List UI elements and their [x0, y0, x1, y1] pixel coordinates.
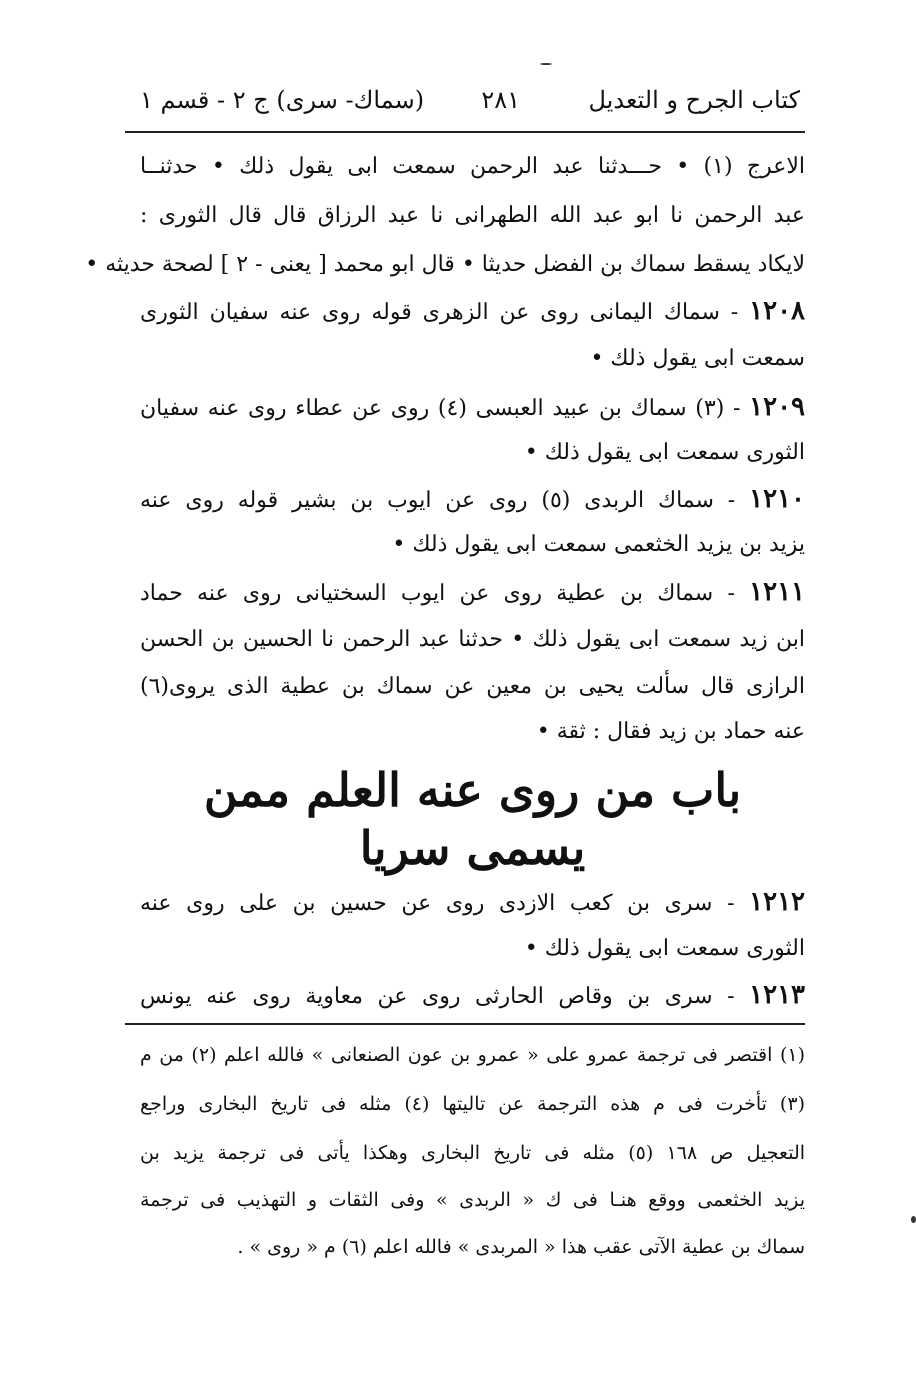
footnote-rule — [125, 1023, 805, 1025]
footnote-line: سماك بن عطية الآتى عقب هذا « المربدى » فالله اعلم (٦) م « روى » . — [237, 1236, 805, 1258]
chapter-title-line-1: باب من روى عنه العلم ممن — [203, 763, 742, 817]
entry-number: ١٢٠٨ — [749, 296, 806, 326]
entry-1208-cont: سمعت ابى يقول ذلك • — [590, 346, 805, 371]
entry-text: - سماك بن عطية روى عن ايوب السختيانى روى عنه حماد — [140, 581, 735, 606]
entry-1211-cont: الرازى قال سألت يحيى بن معين عن سماك بن عطية الذى يروى(٦) — [140, 674, 805, 699]
section-label: (سماك- سرى) ج ٢ - قسم ١ — [140, 86, 425, 114]
running-header — [140, 78, 800, 122]
entry-text: - سماك اليمانى روى عن الزهرى قوله روى عنه سفيان الثورى — [140, 300, 739, 325]
entry-text: - (٣) سماك بن عبيد العبسى (٤) روى عن عطاء روى عنه سفيان — [140, 396, 741, 421]
entry-1211-cont: ابن زيد سمعت ابى يقول ذلك • حدثنا عبد الرحمن نا الحسين بن الحسن — [140, 627, 805, 652]
entry-text: - سماك الربدى (٥) روى عن ايوب بن بشير قوله روى عنه — [140, 488, 736, 513]
footnote-line: التعجيل ص ١٦٨ (٥) مثله فى تاريخ البخارى وهكذا يأتى فى ترجمة يزيد بن — [140, 1142, 806, 1164]
entry-1211-line — [140, 575, 805, 615]
footnote-line: (٣) تأخرت فى م هذه الترجمة عن تاليتها (٤) مثله فى تاريخ البخارى وراجع — [140, 1093, 805, 1115]
entry-1209-cont: الثورى سمعت ابى يقول ذلك • — [524, 440, 805, 465]
entry-number: ١٢٠٩ — [749, 392, 805, 422]
entry-1210-cont: يزيد بن يزيد الخثعمى سمعت ابى يقول ذلك • — [392, 532, 805, 557]
entry-number: ١٢١٣ — [749, 980, 805, 1010]
page-number: ٢٨١ — [481, 86, 520, 114]
body-line: لايكاد يسقط سماك بن الفضل حديثا • قال ابو محمد [ يعنى - ٢ ] لصحة حديثه • — [85, 252, 805, 277]
body-line: عبد الرحمن نا ابو عبد الله الطهرانى نا عبد الرزاق قال قال الثورى : — [140, 203, 805, 228]
scan-speck — [540, 63, 552, 65]
entry-number: ١٢١٠ — [749, 484, 805, 514]
entry-1209-line — [140, 390, 805, 430]
entry-1211-cont: عنه حماد بن زيد فقال : ثقة • — [536, 719, 805, 744]
entry-1208-line — [140, 294, 805, 334]
header-rule — [125, 131, 805, 133]
entry-number: ١٢١٢ — [749, 887, 805, 917]
entry-number: ١٢١١ — [749, 577, 805, 607]
footnote-line: (١) اقتصر فى ترجمة عمرو على « عمرو بن عون الصنعانى » فالله اعلم (٢) من م — [140, 1044, 805, 1066]
entry-text: - سرى بن كعب الازدى روى عن حسين بن على روى عنه — [140, 891, 735, 916]
entry-1213-line — [140, 978, 805, 1018]
book-title: كتاب الجرح و التعديل — [588, 86, 800, 114]
entry-1212-cont: الثورى سمعت ابى يقول ذلك • — [524, 936, 805, 961]
entry-1210-line — [140, 482, 805, 522]
body-line: الاعرج (١) • حـــدثنا عبد الرحمن سمعت ابى يقول ذلك • حدثنــا — [140, 154, 806, 179]
scan-speck — [911, 1216, 916, 1223]
entry-1212-line — [140, 885, 805, 925]
footnote-line: يزيد الخثعمى ووقع هنـا فى ك « الربدى » وفى الثقات و التهذيب فى ترجمة — [140, 1189, 805, 1211]
chapter-title-line-2: يسمى سريا — [359, 821, 586, 875]
entry-text: - سرى بن وقاص الحارثى روى عن معاوية روى عنه يونس — [140, 984, 735, 1009]
